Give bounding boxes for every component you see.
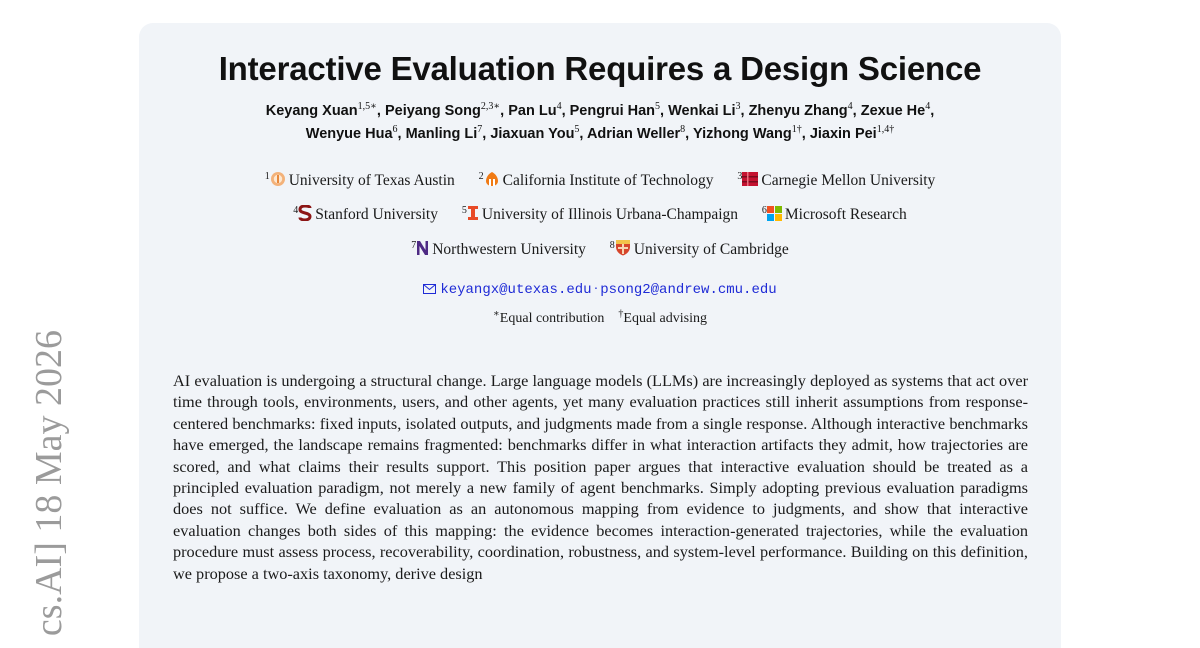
equal-contribution-mark: ∗	[493, 308, 500, 320]
affiliation-microsoft-research: $^6$ Microsoft Research	[761, 205, 907, 224]
email-link-1[interactable]: keyangx@utexas.edu	[440, 282, 592, 298]
author-3: Pan Lu$^4$,	[508, 101, 570, 119]
affiliations-row-1	[0, 171, 1200, 191]
affiliation-uiuc: $^5$ University of Illinois Urbana-Champaign	[461, 205, 739, 224]
author-10: Jiaxuan You$^5$,	[490, 124, 587, 142]
email-separator: ·	[593, 282, 599, 297]
author-12: Yizhong Wang$^{1\dagger}$,	[692, 124, 810, 142]
equal-contribution-note	[0, 309, 1200, 329]
caltech-flame-icon	[484, 171, 500, 187]
affiliation-caltech: $^2$ California Institute of Technology	[478, 171, 714, 190]
author-2: Peiyang Song$^{2,3∗}$,	[384, 101, 509, 119]
affiliations-row-3	[0, 239, 1200, 260]
northwestern-n-icon	[416, 240, 429, 256]
contact-emails	[0, 280, 1200, 301]
paper-title: Interactive Evaluation Requires a Design Science	[218, 50, 982, 87]
arxiv-side-stamp	[24, 330, 74, 648]
affiliation-northwestern: $^7$ Northwestern University	[411, 239, 586, 258]
affiliation-ut-austin: $^1$ University of Texas Austin	[264, 171, 455, 190]
author-9: Manling Li$^7$,	[405, 124, 491, 142]
author-13: Jiaxin Pei$^{1,4\dagger}$	[809, 124, 895, 142]
equal-advising-text: Equal advising	[623, 311, 707, 326]
author-4: Pengrui Han$^5$,	[569, 101, 669, 119]
author-5: Wenkai Li$^3$,	[668, 101, 749, 119]
author-list	[150, 100, 1050, 146]
cambridge-shield-icon	[615, 239, 631, 256]
affiliation-cambridge: $^8$ University of Cambridge	[609, 239, 789, 258]
abstract-text: AI evaluation is undergoing a structural change. Large language models (LLMs) are increasingly deployed as systems that act over time through tools, environments, users, and other agents, yet many evaluation practices still inherit assumptions from response-centered benchmarks: fixed inputs, isolated outputs, and judgments made from a single response. Although interactive benchmarks have emerged, the landscape remains fragmented: benchmarks differ in what interaction artifacts they admit, how trajectories are scored, and what claims their results support. This position paper argues that interactive evaluation should be treated as a principled evaluation paradigm, not merely a new family of agent benchmarks. Simply adopting previous evaluation paradigms does not suffice. We define evaluation as an autonomous mapping from evidence to judgments, and show that interactive evaluation changes both sides of this mapping: the evidence becomes interaction-generated trajectories, while the evaluation procedure must assess process, recoverability, coordination, robustness, and system-level performance. Building on this definition, we propose a two-axis taxonomy, derive design	[173, 371, 1028, 583]
equal-contribution-text: Equal contribution	[499, 311, 605, 326]
author-7: Zexue He$^4$,	[860, 101, 935, 119]
envelope-icon	[423, 281, 436, 301]
ut-austin-tower-icon	[270, 171, 286, 187]
arxiv-side-stamp-text: cs.AI] 18 May 2026	[28, 330, 70, 637]
equal-advising-mark: †	[618, 308, 624, 320]
affiliations-row-2	[0, 205, 1200, 225]
microsoft-logo-icon	[767, 206, 782, 221]
author-8: Wenyue Hua$^6$,	[305, 124, 406, 142]
author-6: Zhenyu Zhang$^4$,	[748, 101, 861, 119]
stanford-s-icon	[298, 205, 312, 221]
illinois-i-icon	[467, 205, 479, 221]
author-1: Keyang Xuan$^{1,5∗}$,	[265, 101, 385, 119]
email-link-2[interactable]: psong2@andrew.cmu.edu	[600, 282, 777, 298]
affiliation-stanford: $^4$ Stanford University	[293, 205, 438, 224]
affiliation-cmu: $^3$ Carnegie Mellon University	[737, 171, 936, 190]
author-11: Adrian Weller$^8$,	[586, 124, 693, 142]
cmu-tartan-icon	[742, 171, 758, 187]
